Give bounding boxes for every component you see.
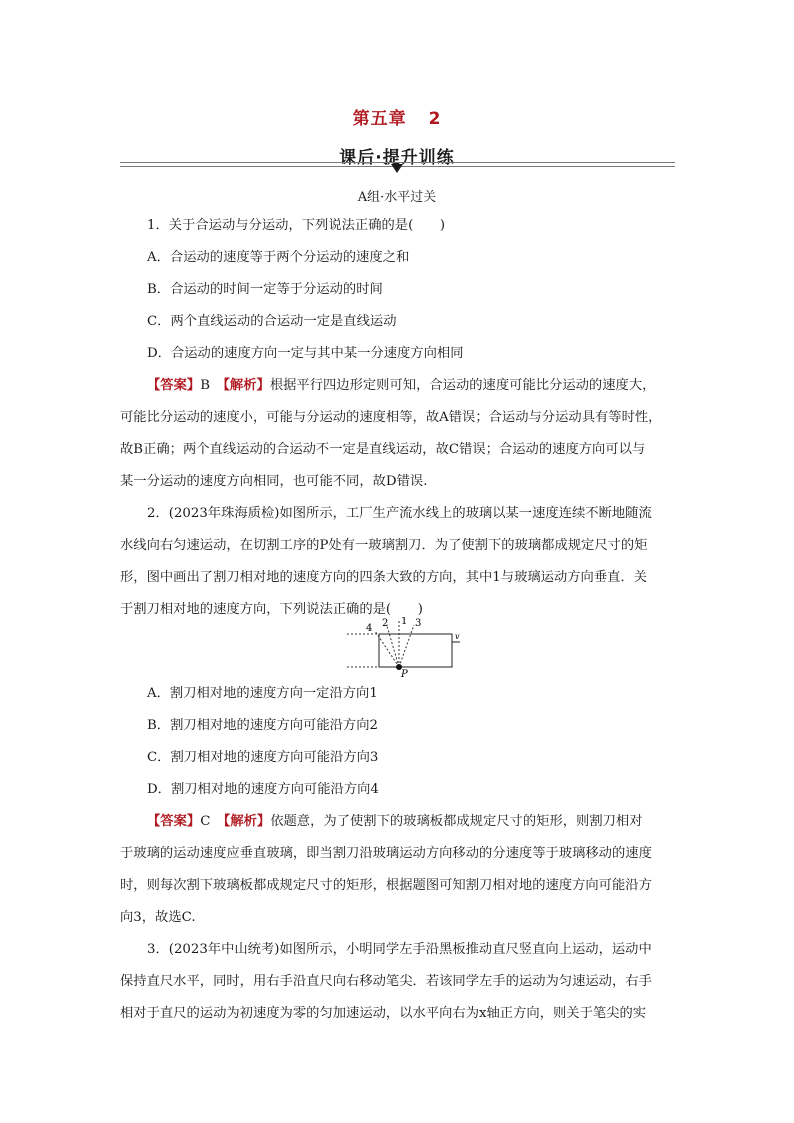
q2-answer: C (200, 814, 211, 829)
label-v: v (455, 632, 460, 641)
glass-rectangle (379, 634, 452, 667)
q1-answer-line (147, 376, 675, 396)
answer-tag: 【答案】 (147, 814, 201, 829)
q1-option-a: A．合运动的速度等于两个分运动的速度之和 (147, 250, 410, 265)
q2-analysis-line: 于玻璃的运动速度应垂直玻璃，即当割刀沿玻璃运动方向移动的分速度等于玻璃移动的速度 (120, 846, 652, 861)
q1-analysis-line: 故B正确；两个直线运动的合运动不一定是直线运动，故C错误；合运动的速度方向可以与 (120, 442, 646, 457)
q2-stem-line: 于割刀相对地的速度方向，下列说法正确的是( ) (120, 602, 423, 617)
analysis-tag: 【解析】 (223, 378, 270, 393)
analysis-tag: 【解析】 (223, 814, 271, 829)
q2-analysis-line: 向3，故选C. (120, 910, 196, 925)
triangle-marker-icon (391, 164, 403, 173)
q1-stem: 1．关于合运动与分运动，下列说法正确的是( ) (147, 218, 446, 233)
direction-3-line (399, 625, 414, 667)
chapter-number: 2 (428, 109, 442, 129)
q1-option-c: C．两个直线运动的合运动一定是直线运动 (147, 314, 397, 329)
section-title: 课后·提升训练 (339, 148, 455, 168)
q1-analysis-line: 根据平行四边形定则可知，合运动的速度可能比分运动的速度大， (269, 378, 656, 393)
label-1: 1 (401, 617, 408, 627)
group-heading: A组·水平过关 (357, 190, 437, 205)
label-4: 4 (366, 623, 373, 634)
q1-analysis-line: 某一分运动的速度方向相同，也可能不同，故D错误. (120, 474, 428, 489)
q1-option-d: D．合运动的速度方向一定与其中某一分速度方向相同 (147, 346, 464, 361)
q2-option-a: A．割刀相对地的速度方向一定沿方向1 (147, 686, 378, 701)
q2-answer-line (147, 812, 675, 832)
q1-option-b: B．合运动的时间一定等于分运动的时间 (147, 282, 383, 297)
chapter-title: 第五章 (352, 109, 407, 129)
q2-option-c: C．割刀相对地的速度方向可能沿方向3 (147, 750, 379, 765)
label-2: 2 (382, 618, 389, 629)
direction-2-line (387, 626, 399, 667)
q2-stem-line: 2．(2023年珠海质检)如图所示，工厂生产流水线上的玻璃以某一速度连续不断地随流 (147, 506, 652, 521)
glass-cutter-figure (342, 617, 460, 677)
q2-analysis-line: 时，则每次割下玻璃板都成规定尺寸的矩形，根据题图可知割刀相对地的速度方向可能沿方 (120, 878, 652, 893)
q2-analysis-line: 依题意，为了使割下的玻璃板都成规定尺寸的矩形，则割刀相对 (270, 814, 643, 829)
answer-tag: 【答案】 (147, 378, 201, 393)
q3-stem-line: 相对于直尺的运动为初速度为零的匀加速运动，以水平向右为x轴正方向，则关于笔尖的实 (120, 1006, 647, 1021)
q1-analysis-line: 可能比分运动的速度小，可能与分运动的速度相等，故A错误；合运动与分运动具有等时性， (120, 410, 662, 425)
q3-stem-line: 保持直尺水平，同时，用右手沿直尺向右移动笔尖．若该同学左手的运动为匀速运动，右手 (120, 974, 652, 989)
q1-answer: B (200, 378, 210, 393)
q2-stem-line: 水线向右匀速运动，在切割工序的P处有一玻璃割刀．为了使割下的玻璃都成规定尺寸的矩 (120, 538, 648, 553)
q2-option-d: D．割刀相对地的速度方向可能沿方向4 (147, 782, 379, 797)
q2-stem-line: 形，图中画出了割刀相对地的速度方向的四条大致的方向，其中1与玻璃运动方向垂直．关 (120, 570, 648, 585)
q2-option-b: B．割刀相对地的速度方向可能沿方向2 (147, 718, 378, 733)
label-3: 3 (415, 618, 422, 629)
q3-stem-line: 3．(2023年中山统考)如图所示，小明同学左手沿黑板推动直尺竖直向上运动，运动中 (147, 942, 652, 957)
label-p: P (401, 669, 408, 677)
chapter-heading (0, 104, 794, 129)
